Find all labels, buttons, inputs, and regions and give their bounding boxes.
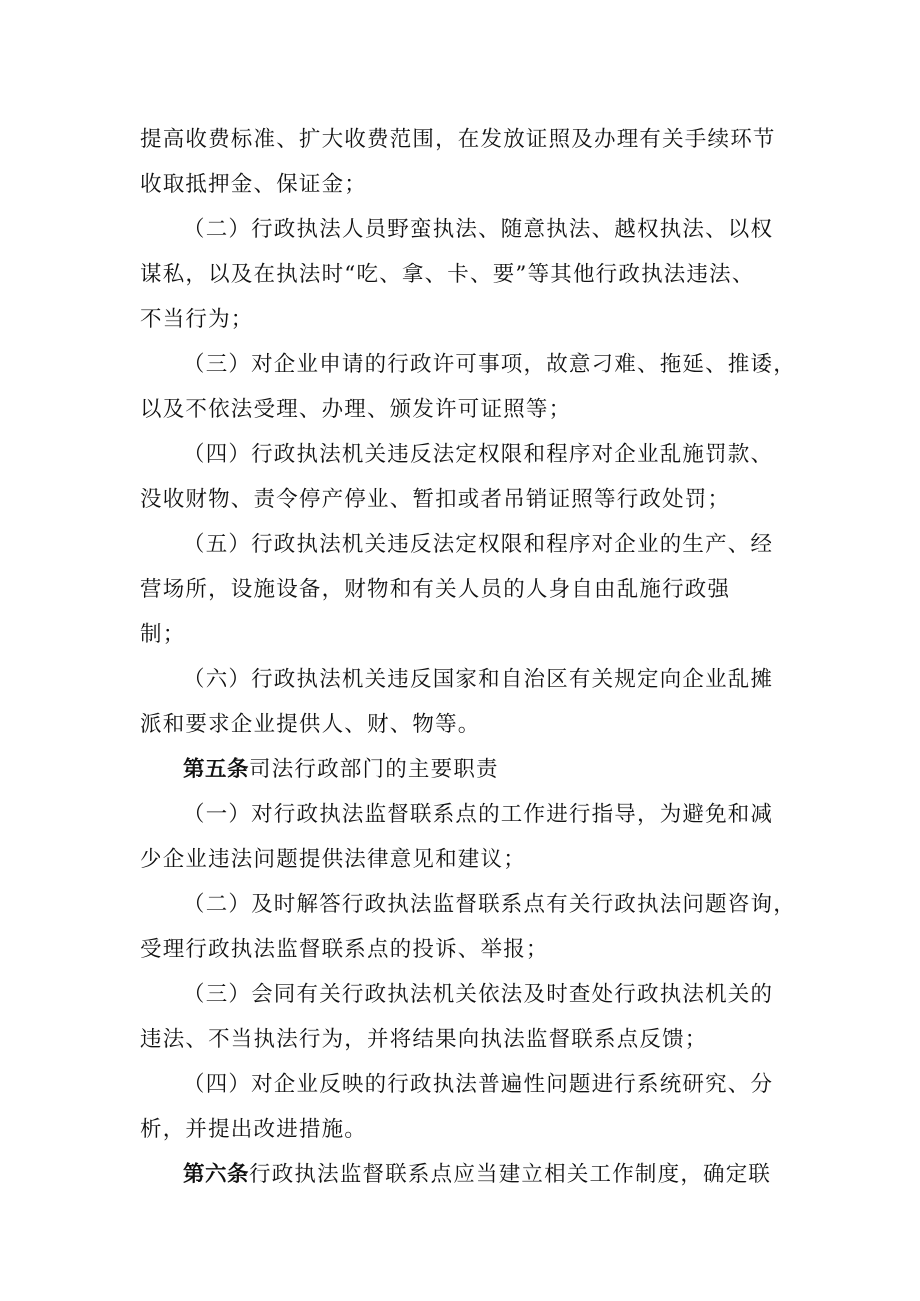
text-line: 谋私，以及在执法时“吃、拿、卡、要”等其他行政执法违法、 xyxy=(140,262,755,287)
text-line: （四）行政执法机关违反法定权限和程序对企业乱施罚款、 xyxy=(183,442,774,467)
text-line: （二）行政执法人员野蛮执法、随意执法、越权执法、以权 xyxy=(183,217,774,242)
text-line: 少企业违法问题提供法律意见和建议； xyxy=(140,847,526,872)
text-line: 制； xyxy=(140,622,186,647)
text-line: 派和要求企业提供人、财、物等。 xyxy=(140,712,481,737)
article-number: 第六条 xyxy=(183,1162,250,1187)
text-line: （六）行政执法机关违反国家和自治区有关规定向企业乱摊 xyxy=(183,667,774,692)
text-line: 违法、不当执法行为，并将结果向执法监督联系点反馈； xyxy=(140,1027,708,1052)
article-heading: 第五条司法行政部门的主要职责 xyxy=(183,757,499,782)
text-line: （二）及时解答行政执法监督联系点有关行政执法问题咨询， xyxy=(183,892,796,917)
text-line: 不当行为； xyxy=(140,307,254,332)
text-line: 以及不依法受理、办理、颁发许可证照等； xyxy=(140,397,572,422)
text-line: （三）对企业申请的行政许可事项，故意刁难、拖延、推诿， xyxy=(183,352,796,377)
text-line: （一）对行政执法监督联系点的工作进行指导，为避免和减 xyxy=(183,802,774,827)
text-line: 营场所，设施设备，财物和有关人员的人身自由乱施行政强 xyxy=(140,577,731,602)
text-line: 提高收费标准、扩大收费范围，在发放证照及办理有关手续环节 xyxy=(140,127,776,152)
text-line: 受理行政执法监督联系点的投诉、举报； xyxy=(140,937,549,962)
text-line: 没收财物、责令停产停业、暂扣或者吊销证照等行政处罚； xyxy=(140,487,731,512)
article-number: 第五条 xyxy=(183,757,250,782)
text-line: 收取抵押金、保证金； xyxy=(140,172,368,197)
text-line: 析，并提出改进措施。 xyxy=(140,1117,368,1142)
article-heading: 第六条行政执法监督联系点应当建立相关工作制度，确定联 xyxy=(183,1162,772,1187)
text-line: （四）对企业反映的行政执法普遍性问题进行系统研究、分 xyxy=(183,1072,774,1097)
text-line: （三）会同有关行政执法机关依法及时查处行政执法机关的 xyxy=(183,982,774,1007)
text-line: （五）行政执法机关违反法定权限和程序对企业的生产、经 xyxy=(183,532,774,557)
